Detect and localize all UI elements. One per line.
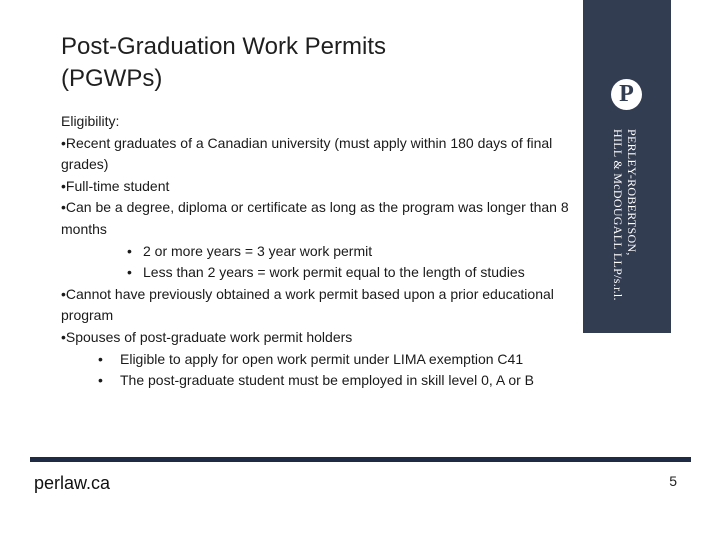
bullet-icon: • [98,372,103,389]
footer-divider [30,457,691,462]
sub-bullet-item [61,241,573,263]
slide-title-line-1: Post-Graduation Work Permits [61,33,386,60]
body-line: •Spouses of post-graduate work permit holders [61,328,353,345]
sub-bullet-text: Less than 2 years = work permit equal to the length of studies [143,264,525,281]
sub-bullet-item [61,262,573,284]
sub-bullet-item [61,370,573,392]
sub-bullet-text: 2 or more years = 3 year work permit [143,242,373,259]
body-line: •Cannot have previously obtained a work permit based upon a prior educational program [61,285,554,324]
body-line: •Recent graduates of a Canadian university (must apply within 180 days of final grades) [61,134,553,173]
firm-name [611,129,639,301]
firm-name-line-1: PERLEY-ROBERTSON, [625,129,639,256]
bullet-icon: • [127,264,132,281]
sub-bullet-text: The post-graduate student must be employed in skill level 0, A or B [120,372,535,389]
slide-title-line-2: (PGWPs) [61,65,163,92]
brand-panel [583,0,671,333]
body-line: Eligibility: [61,113,120,129]
footer-website: perlaw.ca [34,473,111,493]
body-line: •Can be a degree, diploma or certificate as long as the program was longer than 8 months [61,199,569,237]
bullet-icon: • [127,242,132,259]
slide-title [61,31,561,95]
sub-bullet-text: Eligible to apply for open work permit under LIMA exemption C41 [120,350,524,367]
body-line: •Full-time student [61,177,170,194]
bullet-icon: • [98,350,103,367]
firm-name-line-2: HILL & McDOUGALL LLP/s.r.l. [611,129,625,301]
page-number: 5 [669,473,677,489]
sub-bullet-item [61,349,573,371]
firm-logo-icon: P [611,79,642,110]
slide-body [61,111,573,392]
